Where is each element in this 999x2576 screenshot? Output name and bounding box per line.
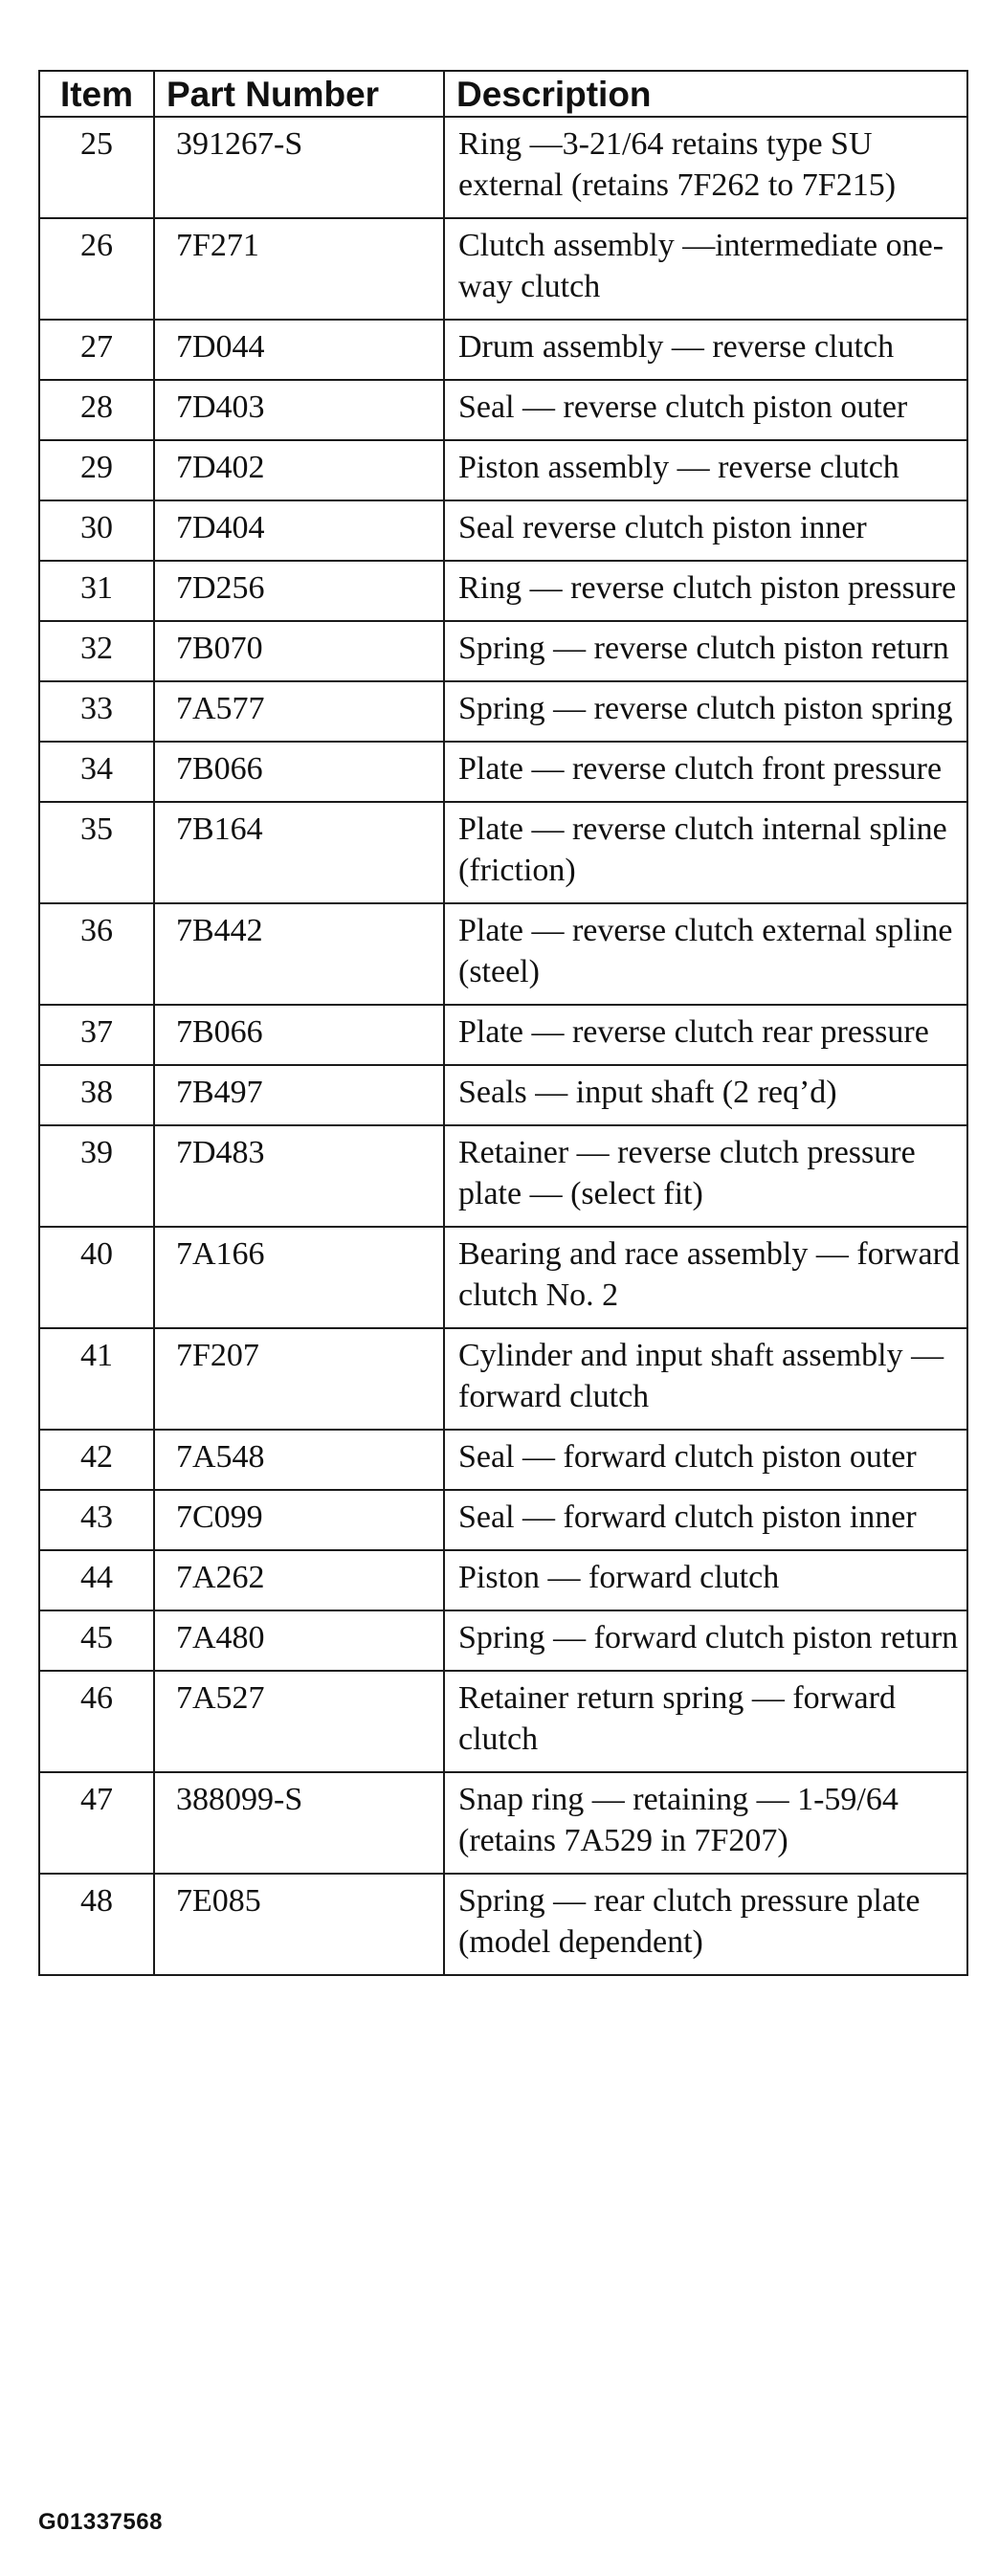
item-cell: 42 [39,1430,154,1490]
part-number-cell: 388099-S [154,1772,444,1874]
parts-table [38,70,968,1976]
table-row [39,1874,967,1975]
part-number-cell: 7B066 [154,1005,444,1065]
description-cell: Plate — reverse clutch front pressure [444,742,967,802]
part-number-cell: 7D256 [154,561,444,621]
item-cell: 41 [39,1328,154,1430]
description-cell: Spring — rear clutch pressure plate (model dependent) [444,1874,967,1975]
part-number-cell: 7B066 [154,742,444,802]
description-cell: Drum assembly — reverse clutch [444,320,967,380]
item-cell: 33 [39,681,154,742]
table-row [39,1227,967,1328]
description-cell: Ring — reverse clutch piston pressure [444,561,967,621]
description-cell: Clutch assembly —intermediate one-way clutch [444,218,967,320]
table-row [39,1610,967,1671]
part-number-cell: 7D404 [154,500,444,561]
description-cell: Retainer — reverse clutch pressure plate — (select fit) [444,1125,967,1227]
table-row [39,320,967,380]
table-row [39,1550,967,1610]
part-number-cell: 7F271 [154,218,444,320]
description-cell: Plate — reverse clutch external spline (steel) [444,903,967,1005]
item-cell: 36 [39,903,154,1005]
description-cell: Spring — reverse clutch piston spring [444,681,967,742]
table-row [39,1328,967,1430]
part-number-cell: 7B164 [154,802,444,903]
description-cell: Bearing and race assembly — forward clutch No. 2 [444,1227,967,1328]
table-row [39,621,967,681]
table-row [39,903,967,1005]
description-cell: Seals — input shaft (2 req’d) [444,1065,967,1125]
table-row [39,440,967,500]
item-cell: 34 [39,742,154,802]
part-number-cell: 7D403 [154,380,444,440]
description-cell: Piston assembly — reverse clutch [444,440,967,500]
header-row [39,71,967,117]
item-cell: 37 [39,1005,154,1065]
description-cell: Seal — forward clutch piston outer [444,1430,967,1490]
part-number-cell: 7B070 [154,621,444,681]
table-row [39,742,967,802]
figure-id-label: G01337568 [38,2509,163,2535]
part-number-cell: 7B497 [154,1065,444,1125]
table-row [39,218,967,320]
table-row [39,561,967,621]
table-row [39,1125,967,1227]
part-number-cell: 7A548 [154,1430,444,1490]
table-row [39,1005,967,1065]
description-cell: Cylinder and input shaft assembly — forward clutch [444,1328,967,1430]
part-number-cell: 7D402 [154,440,444,500]
description-cell: Spring — reverse clutch piston return [444,621,967,681]
description-cell: Plate — reverse clutch rear pressure [444,1005,967,1065]
item-cell: 46 [39,1671,154,1772]
item-cell: 43 [39,1490,154,1550]
description-cell: Plate — reverse clutch internal spline (friction) [444,802,967,903]
item-cell: 39 [39,1125,154,1227]
part-number-cell: 7B442 [154,903,444,1005]
column-header-part-number: Part Number [154,71,444,117]
item-cell: 32 [39,621,154,681]
item-cell: 28 [39,380,154,440]
part-number-cell: 391267-S [154,117,444,218]
item-cell: 31 [39,561,154,621]
item-cell: 47 [39,1772,154,1874]
part-number-cell: 7D483 [154,1125,444,1227]
description-cell: Seal reverse clutch piston inner [444,500,967,561]
item-cell: 26 [39,218,154,320]
part-number-cell: 7C099 [154,1490,444,1550]
description-cell: Piston — forward clutch [444,1550,967,1610]
part-number-cell: 7E085 [154,1874,444,1975]
description-cell: Snap ring — retaining — 1-59/64 (retains 7A529 in 7F207) [444,1772,967,1874]
item-cell: 35 [39,802,154,903]
part-number-cell: 7A527 [154,1671,444,1772]
part-number-cell: 7A166 [154,1227,444,1328]
table-row [39,380,967,440]
item-cell: 38 [39,1065,154,1125]
part-number-cell: 7D044 [154,320,444,380]
item-cell: 45 [39,1610,154,1671]
description-cell: Ring —3-21/64 retains type SU external (retains 7F262 to 7F215) [444,117,967,218]
table-row [39,681,967,742]
table-row [39,117,967,218]
parts-table-body [39,117,967,1975]
part-number-cell: 7A577 [154,681,444,742]
table-row [39,1772,967,1874]
column-header-description: Description [444,71,967,117]
description-cell: Seal — forward clutch piston inner [444,1490,967,1550]
column-header-item: Item [39,71,154,117]
part-number-cell: 7A480 [154,1610,444,1671]
item-cell: 29 [39,440,154,500]
table-row [39,1671,967,1772]
item-cell: 44 [39,1550,154,1610]
part-number-cell: 7F207 [154,1328,444,1430]
part-number-cell: 7A262 [154,1550,444,1610]
table-row [39,1065,967,1125]
item-cell: 40 [39,1227,154,1328]
item-cell: 48 [39,1874,154,1975]
table-row [39,500,967,561]
description-cell: Retainer return spring — forward clutch [444,1671,967,1772]
table-row [39,1430,967,1490]
description-cell: Seal — reverse clutch piston outer [444,380,967,440]
item-cell: 27 [39,320,154,380]
item-cell: 30 [39,500,154,561]
table-row [39,802,967,903]
table-row [39,1490,967,1550]
item-cell: 25 [39,117,154,218]
description-cell: Spring — forward clutch piston return [444,1610,967,1671]
